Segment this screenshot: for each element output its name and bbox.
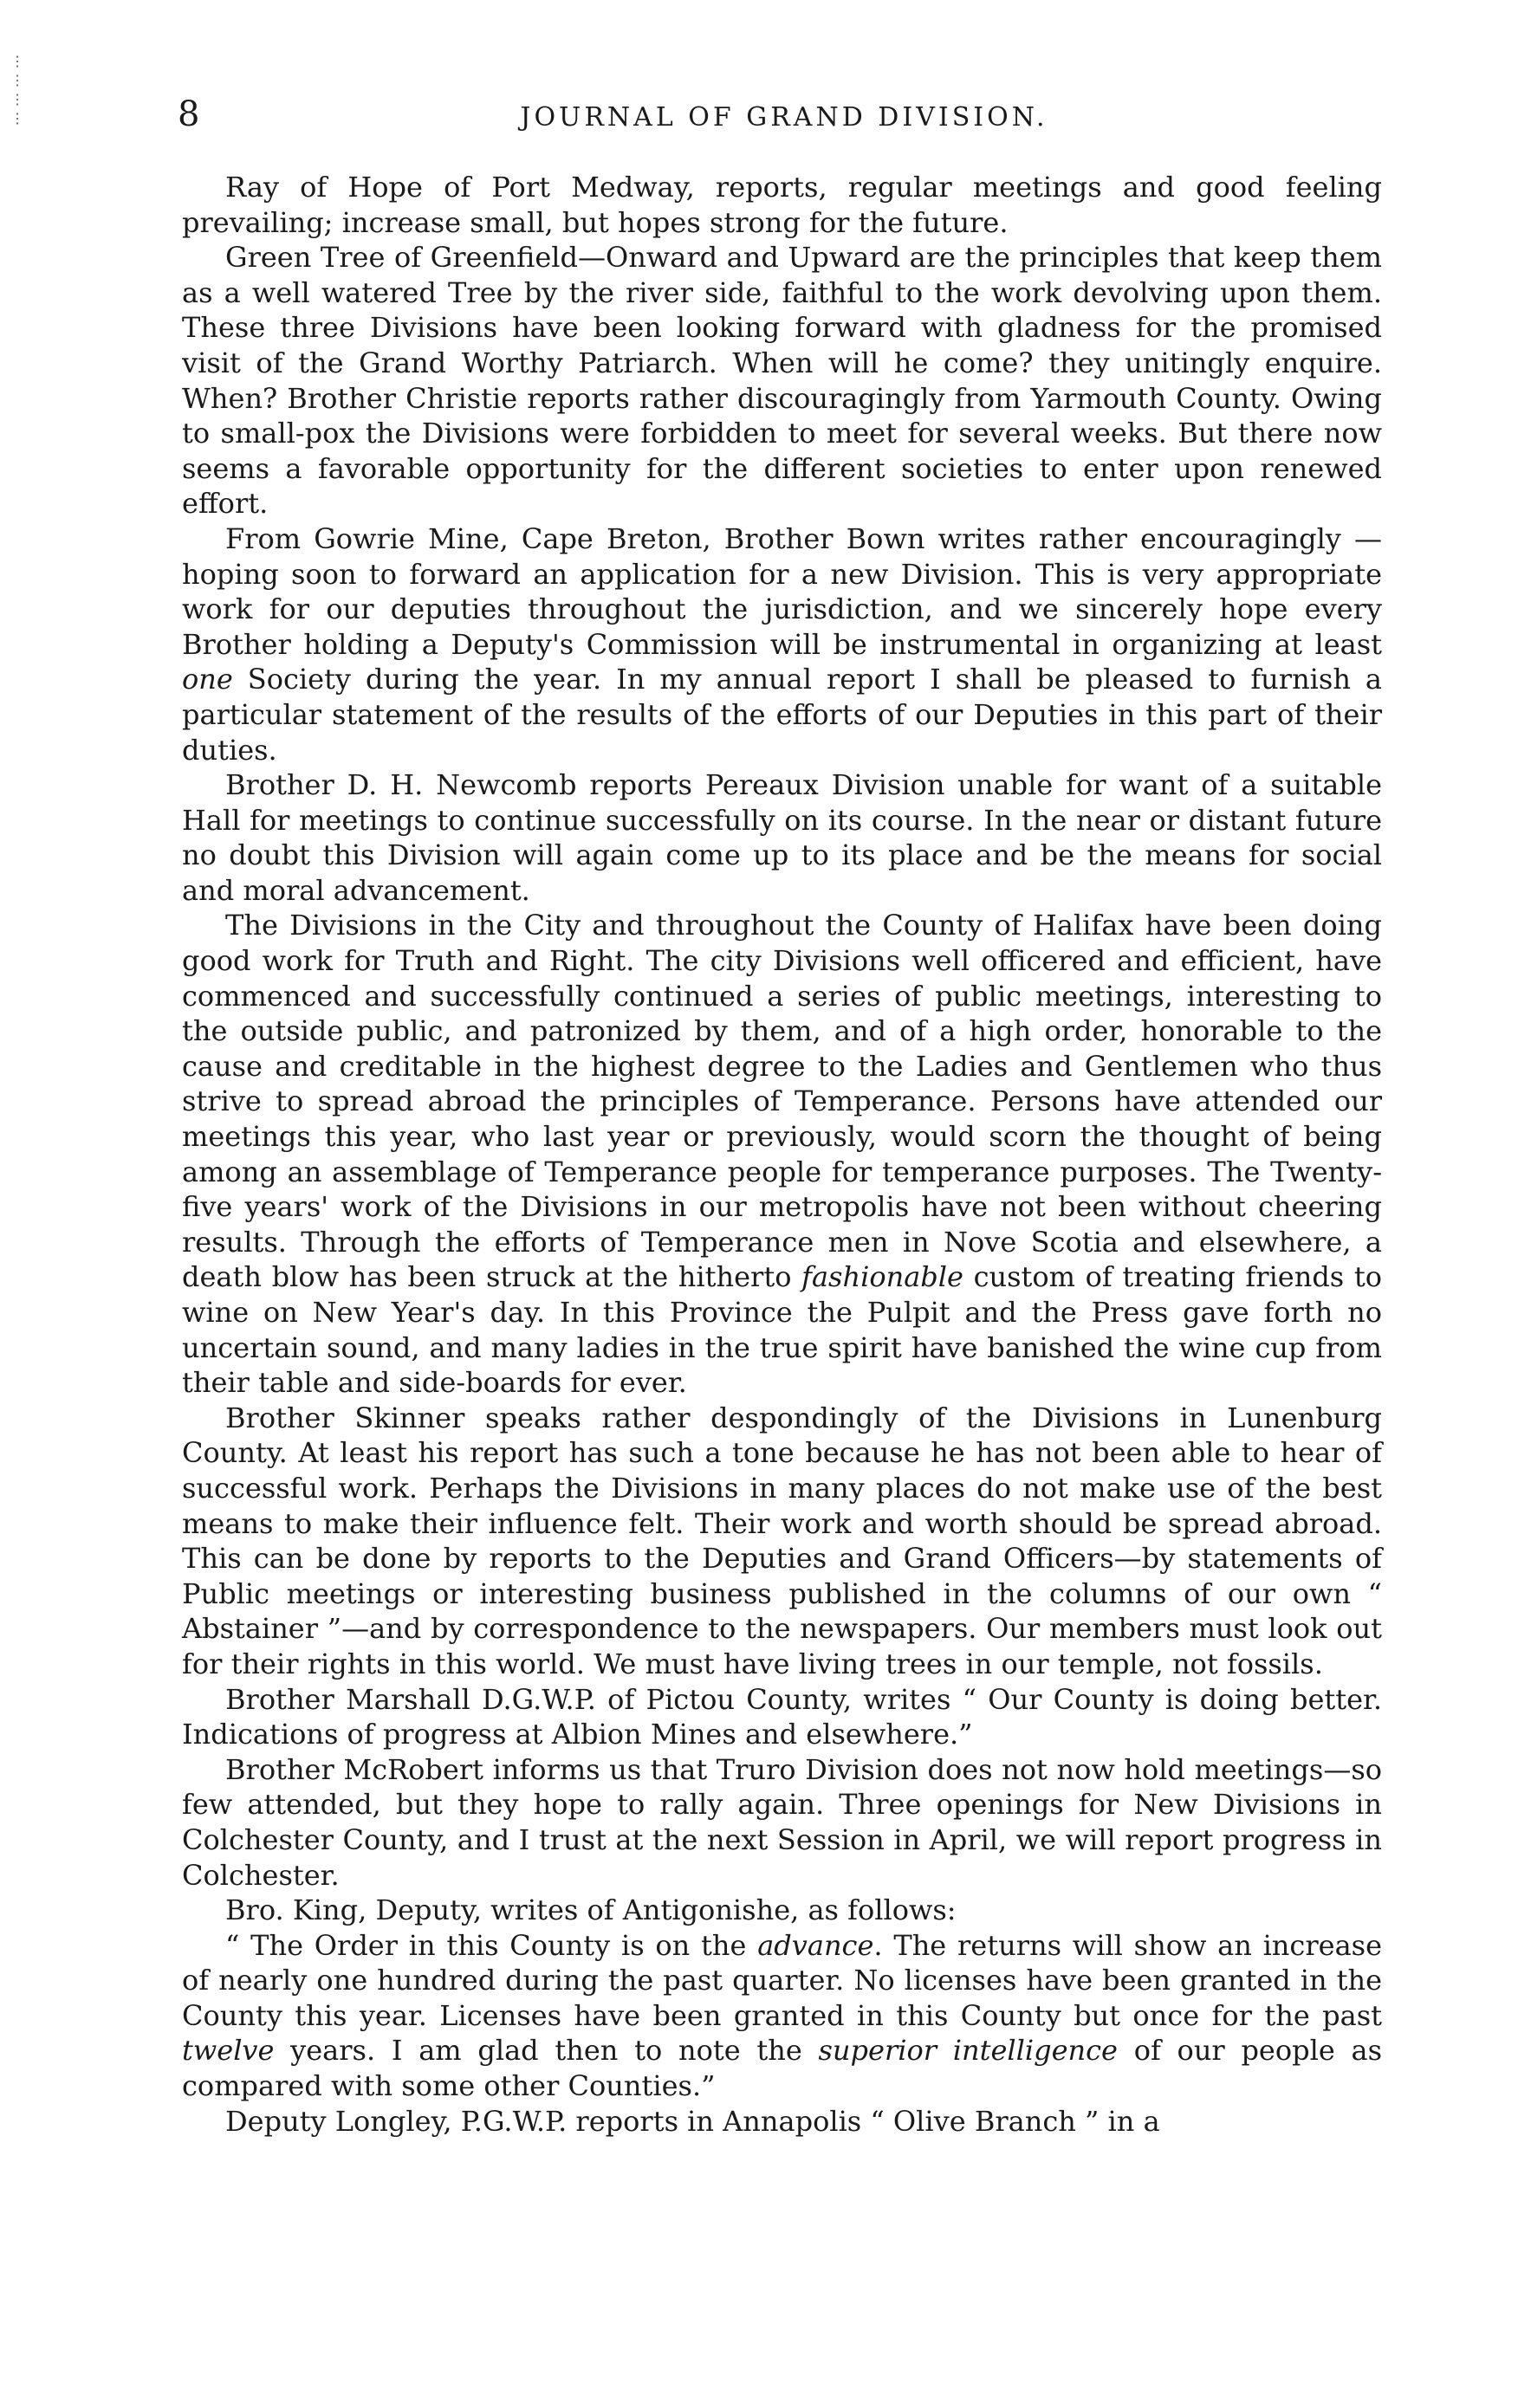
italic-text: superior intelligence — [818, 2034, 1118, 2068]
text-run: Brother D. H. Newcomb reports Pereaux Division unable for want of a suitable Hall for meetings to continue successfully on its course. In the near or distant future no doubt this Division will again come up to its place and be the means for social and moral advancement. — [182, 768, 1382, 907]
body-text — [182, 170, 1382, 2387]
paragraph — [182, 908, 1382, 1400]
text-run: From Gowrie Mine, Cape Breton, Brother Bown writes rather encouragingly —hoping soon to forward an application for a new Division. This is very appropriate work for our deputies throughout the jurisdiction, and we sincerely hope every Brother holding a Deputy's Commission will be instrumental in organizing at least — [182, 521, 1382, 661]
text-run: years. I am glad then to note the — [274, 2034, 819, 2068]
italic-text: one — [182, 663, 233, 696]
text-run: Society during the year. In my annual report I shall be pleased to furnish a particular statement of the results of the efforts of our Deputies in this part of their duties. — [182, 663, 1382, 767]
paragraph — [182, 1928, 1382, 2104]
italic-text: advance — [757, 1928, 874, 1962]
paragraph — [182, 1752, 1382, 1893]
paragraph — [182, 240, 1382, 521]
text-run: of our people as compared with some other Counties.” — [182, 2034, 1383, 2103]
text-run: Green Tree of Greenfield—Onward and Upward are the principles that keep them as a well watered Tree by the river side, faithful to the work devolving upon them. These three Divisions have been looking forward with gladness for the promised visit of the Grand Worthy Patriarch. When will he come? they unitingly enquire. When? Brother Christie reports rather discouragingly from Yarmouth County. Owing to small-pox the Divisions were forbidden to meet for several weeks. But there now seems a favorable opportunity for the different societies to enter upon renewed effort. — [182, 241, 1382, 521]
text-run: . The returns will show an increase of nearly one hundred during the past quarter. No licenses have been granted in the County this year. Licenses have been granted in this County but once for the past — [182, 1928, 1383, 2032]
text-run: Bro. King, Deputy, writes of Antigonishe, as follows: — [225, 1893, 957, 1927]
text-run: “ The Order in this County is on the — [225, 1928, 758, 1962]
paragraph — [182, 1682, 1382, 1752]
italic-text: fashionable — [801, 1260, 963, 1294]
paragraph — [182, 1893, 1382, 1928]
text-run: Ray of Hope of Port Medway, reports, regular meetings and good feeling prevailing; increase small, but hopes strong for the future. — [182, 171, 1382, 239]
paragraph — [182, 2104, 1382, 2139]
margin-marks: ⋮ ⋮ ⋮ ⋮ — [10, 53, 26, 126]
page-number: 8 — [178, 94, 200, 134]
paragraph — [182, 767, 1382, 908]
paragraph — [182, 170, 1382, 240]
paragraph — [182, 1401, 1382, 1682]
text-run: custom of treating friends to wine on New Year's day. In this Province the Pulpit and the Press gave forth no uncertain sound, and many ladies in the true spirit have banished the wine cup from their table and side-boards for ever. — [182, 1260, 1383, 1400]
text-run: Deputy Longley, P.G.W.P. reports in Annapolis “ Olive Branch ” in a — [225, 2104, 1160, 2138]
running-title: JOURNAL OF GRAND DIVISION. — [520, 102, 1048, 133]
italic-text: twelve — [182, 2034, 275, 2068]
paragraph — [182, 521, 1382, 767]
text-run: The Divisions in the City and throughout the County of Halifax have been doing good work for Truth and Right. The city Divisions well officered and efficient, have commenced and successfully continued a series of public meetings, interesting to the outside public, and patronized by them, and of a high order, honorable to the cause and creditable in the highest degree to the Ladies and Gentlemen who thus strive to spread abroad the principles of Temperance. Persons have attended our meetings this year, who last year or previously, would scorn the thought of being among an assemblage of Temperance people for temperance purposes. The Twenty-five years' work of the Divisions in our metropolis have not been without cheering results. Through the efforts of Temperance men in Nove Scotia and elsewhere, a death blow has been struck at the hitherto — [182, 909, 1382, 1294]
text-run: Brother Skinner speaks rather despondingly of the Divisions in Lunenburg County. At least his report has such a tone because he has not been able to hear of successful work. Perhaps the Divisions in many places do not make use of the best means to make their influence felt. Their work and worth should be spread abroad. This can be done by reports to the Deputies and Grand Officers—by statements of Public meetings or interesting business published in the columns of our own “ Abstainer ”—and by correspondence to the newspapers. Our members must look out for their rights in this world. We must have living trees in our temple, not fossils. — [182, 1401, 1382, 1680]
text-run: Brother McRobert informs us that Truro Division does not now hold meetings—so few attended, but they hope to rally again. Three openings for New Divisions in Colchester County, and I trust at the next Session in April, we will report progress in Colchester. — [182, 1752, 1382, 1892]
text-run: Brother Marshall D.G.W.P. of Pictou County, writes “ Our County is doing better. Indications of progress at Albion Mines and elsewhere.” — [182, 1682, 1382, 1751]
page-header — [178, 95, 1391, 133]
